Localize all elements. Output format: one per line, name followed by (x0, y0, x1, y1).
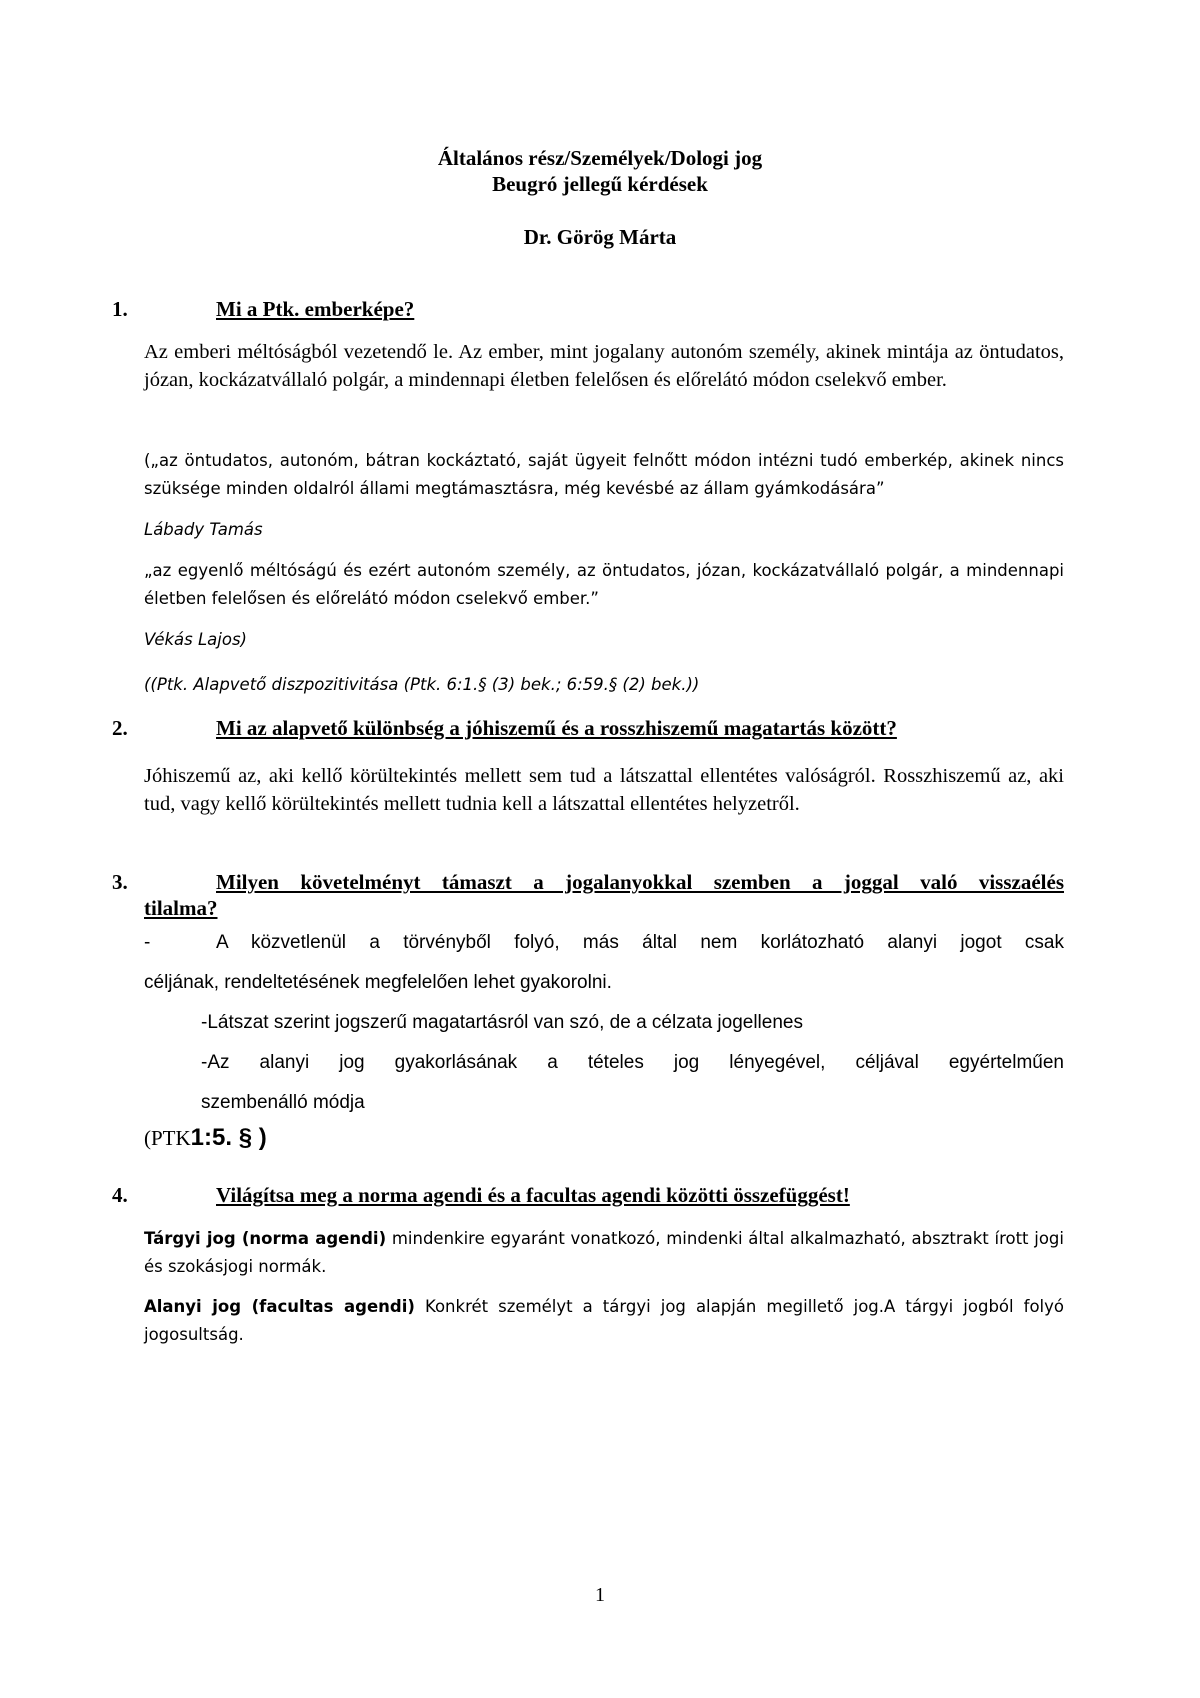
question-3-dash: - (144, 932, 151, 953)
question-3-title-line-2: tilalma? (144, 896, 218, 920)
question-1-title: Mi a Ptk. emberképe? (216, 297, 415, 321)
question-4-definition-2 (144, 1293, 1064, 1349)
question-1-quote-2: „az egyenlő méltóságú és ezért autonóm személy, az öntudatos, józan, kockázatvállaló polgár, a mindennapi életben felelősen és előrelátó módon cselekvő ember.” (144, 561, 1064, 608)
question-2-number: 2. (112, 716, 128, 740)
definition-2-term: Alanyi jog (facultas agendi) (144, 1297, 415, 1316)
question-1-quote-1: („az öntudatos, autonóm, bátran kockáztató, saját ügyeit felnőtt módon intézni tudó emberkép, akinek nincs szüksége minden oldalról állami megtámasztásra, még kevésbé az állam gyámkodására” (144, 451, 1064, 498)
question-3-number: 3. (112, 870, 128, 894)
document-author: Dr. Görög Márta (523, 225, 677, 249)
question-1-answer: Az emberi méltóságból vezetendő le. Az ember, mint jogalany autonóm személy, akinek mintája az öntudatos, józan, kockázatvállaló polgár, a mindennapi életben felelősen és előrelátó módon cselekvő ember. (144, 341, 1064, 391)
question-2-title: Mi az alapvető különbség a jóhiszemű és a rosszhiszemű magatartás között? (216, 716, 897, 740)
question-3-reference (144, 1124, 267, 1152)
question-3-reference-main: 1:5. § ) (190, 1124, 267, 1151)
question-3-point-1: -Látszat szerint jogszerű magatartásról van szó, de a célzata jogellenes (201, 1012, 803, 1033)
definition-1-text: mindenkire egyaránt vonatkozó, mindenki által alkalmazható, absztrakt írott jogi és szokásjogi normák. (144, 1229, 1064, 1276)
question-1-quote-1-author: Lábady Tamás (144, 520, 263, 539)
question-1-reference: ((Ptk. Alapvető diszpozitivitása (Ptk. 6:1.§ (3) bek.; 6:59.§ (2) bek.)) (144, 675, 700, 694)
question-3-line-1: A közvetlenül a törvényből folyó, más által nem korlátozható alanyi jogot csak (216, 932, 1064, 953)
question-1-number: 1. (112, 297, 128, 321)
page-number: 1 (595, 1584, 605, 1606)
question-4-number: 4. (112, 1183, 128, 1207)
definition-2-text: Konkrét személyt a tárgyi jog alapján megillető jog.A tárgyi jogból folyó jogosultság. (144, 1297, 1064, 1344)
document-subtitle: Beugró jellegű kérdések (492, 172, 708, 196)
question-3-point-2-line-2: szembenálló módja (201, 1092, 365, 1113)
question-4-definition-1 (144, 1225, 1064, 1281)
question-3-line-2: céljának, rendeltetésének megfelelően lehet gyakorolni. (144, 972, 612, 993)
definition-1-term: Tárgyi jog (norma agendi) (144, 1229, 387, 1248)
question-3-point-2-line-1: -Az alanyi jog gyakorlásának a tételes jog lényegével, céljával egyértelműen (201, 1052, 1064, 1073)
question-2-answer: Jóhiszemű az, aki kellő körültekintés mellett sem tud a látszattal ellentétes valóságról. Rosszhiszemű az, aki tud, vagy kellő körültekintés mellett tudnia kell a látszattal ellentétes helyzetről. (144, 765, 1064, 815)
question-3-title-line-1: Milyen követelményt támaszt a jogalanyokkal szemben a joggal való visszaélés (216, 870, 1064, 894)
question-3-reference-prefix: (PTK (144, 1126, 191, 1150)
question-4-title: Világítsa meg a norma agendi és a facultas agendi közötti összefüggést! (216, 1183, 850, 1207)
document-title: Általános rész/Személyek/Dologi jog (437, 146, 763, 170)
question-1-quote-2-author: Vékás Lajos) (144, 630, 247, 649)
